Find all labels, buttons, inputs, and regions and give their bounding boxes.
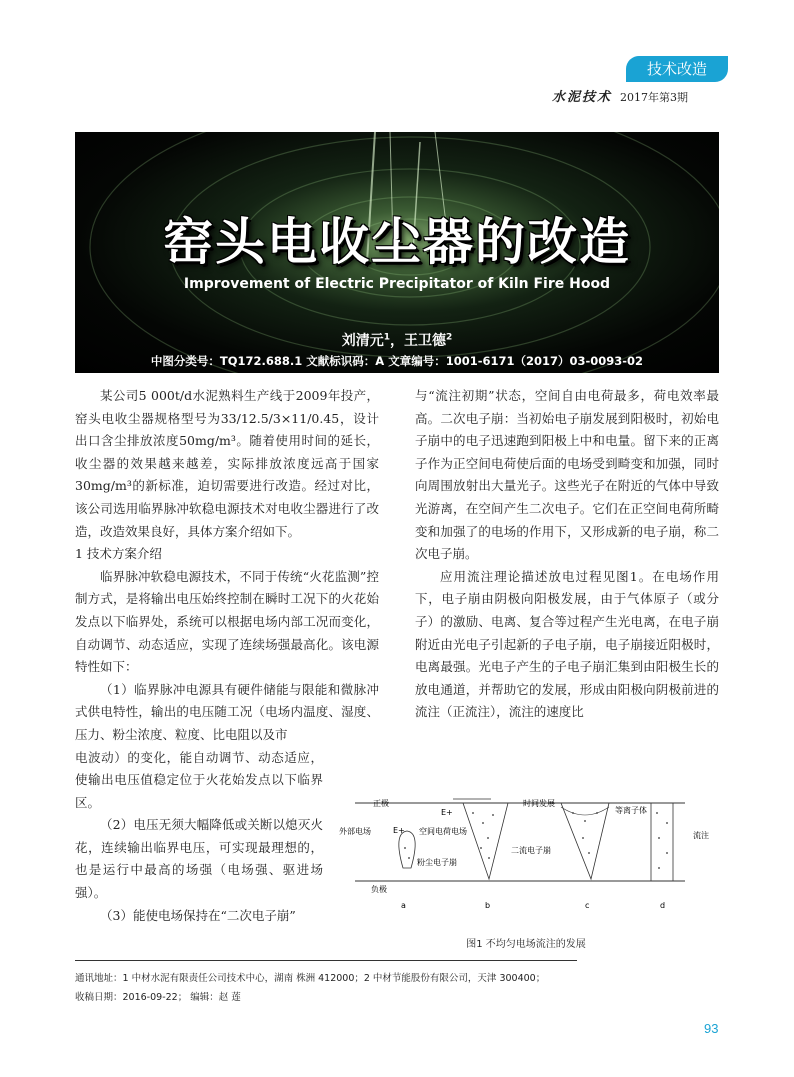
label-external-field: 外部电场 — [339, 827, 371, 836]
section-tag: 技术改造 — [626, 56, 728, 82]
label-streamer: 流注 — [693, 831, 709, 840]
author-name: 王卫德 — [404, 333, 446, 349]
paragraph: 与“流注初期”状态，空间自由电荷最多，荷电效率最高。二次电子崩：当初始电子崩发展到阳极时，初始电子崩中的电子迅速跑到阳极上中和电量。留下来的正离子作为正空间电荷使后面的电场受到畸变和加强，同时向周围放射出大量光子。这些光子在附近的气体中导致光游离，在空间产生二次电子。它们在正空间电荷所畸变和加强了的电场的作用下，又形成新的电子崩，称二次电子崩。 — [415, 388, 719, 562]
author-separator: ， — [390, 333, 404, 349]
figure-caption: 图1 不均匀电场流注的发展 — [466, 939, 586, 950]
author-affiliation-mark: 1 — [383, 332, 390, 343]
author-name: 刘清元 — [341, 333, 384, 349]
label-space-charge: 空间电荷电场 — [419, 827, 467, 836]
avalanche-c-shape — [561, 803, 609, 879]
label-eplus-b: E+ — [441, 808, 453, 817]
footnote-date: 收稿日期：2016-09-22； 编辑：赵 莲 — [75, 992, 241, 1003]
article-title: 窑头电收尘器的改造 — [163, 213, 631, 271]
paragraph: （2）电压无须大幅降低或关断以熄灭火花，连续输出临界电压，可实现最理想的，也是运行中最高的场强（电场强、驱进场强）。 — [75, 817, 323, 901]
label-c: c — [585, 901, 590, 910]
journal-name: 水泥技术 — [552, 90, 613, 105]
paragraph-continued: 电波动）的变化，能自动调节、动态适应，使输出电压值稳定位于火花始发点以下临界区。 — [75, 749, 323, 810]
footnote-address: 通讯地址：1 中材水泥有限责任公司技术中心，湖南 株洲 412000；2 中材节能股份有限公司，天津 300400； — [75, 973, 546, 984]
label-d: d — [660, 901, 666, 910]
streamer-column — [651, 803, 673, 881]
paragraph: （1）临界脉冲电源具有硬件储能与限能和微脉冲式供电特性，输出的电压随工况（电场内温度、湿度、压力、粉尘浓度、粒度、比电阻以及市 — [75, 681, 379, 742]
label-eplus-a: E+ — [393, 826, 405, 835]
page-number: 93 — [704, 1021, 719, 1036]
paragraph: 临界脉冲软稳电源技术，不同于传统“火花监测”控制方式，是将输出电压始终控制在瞬时工况下的火花始发点以下临界处，系统可以根据电场内部工况而变化，自动调节、动态适应，实现了连续场强最高化。该电源特性如下： — [75, 568, 379, 675]
title-banner — [75, 132, 719, 373]
label-dust-avalanche: 粉尘电子崩 — [417, 858, 457, 867]
authors — [75, 330, 719, 350]
avalanche-b-shape — [463, 803, 508, 879]
journal-issue: 2017年第3期 — [620, 91, 689, 104]
article-title-english: Improvement of Electric Precipitator of Kiln Fire Hood — [183, 276, 611, 292]
label-secondary: 二流电子崩 — [511, 846, 551, 855]
dust-avalanche-shape — [399, 831, 415, 868]
author-affiliation-mark: 2 — [446, 332, 453, 343]
label-b: b — [485, 901, 491, 910]
label-a: a — [401, 901, 406, 910]
right-column — [415, 385, 719, 724]
paragraph: 应用流注理论描述放电过程见图1。在电场作用下，电子崩由阴极向阳极发展，由于气体原子（或分子）的激励、电离、复合等过程产生光电离，在电子崩附近由光电子引起新的子电子崩，电子崩接近阳极时，电离最强。光电子产生的子电子崩汇集到由阳极生长的放电通道，并帮助它的发展，形成由阳极向阴极前进的流注（正流注），流注的速度比 — [415, 568, 719, 720]
journal-header — [552, 86, 688, 105]
label-anode: 正极 — [373, 799, 389, 808]
paragraph: （3）能使电场保持在“二次电子崩” — [100, 907, 296, 923]
section-heading: 1 技术方案介绍 — [75, 546, 162, 562]
label-cathode: 负极 — [371, 885, 387, 894]
figure-1-diagram — [333, 793, 719, 913]
classification-line: 中图分类号：TQ172.688.1 文献标识码：A 文章编号：1001-6171（2017）03-0093-02 — [150, 354, 644, 368]
footnote-rule — [75, 960, 577, 961]
label-time: 时间发展 — [523, 799, 555, 808]
label-plasma: 等离子体 — [615, 806, 647, 815]
paragraph: 某公司5 000t/d水泥熟料生产线于2009年投产，窑头电收尘器规格型号为33/12.5/3×11/0.45，设计出口含尘排放浓度50mg/m³。随着使用时间的延长，收尘器的效果越来越差，实际排放浓度远高于国家30mg/m³的新标准，迫切需要进行改造。经过对比，该公司选用临界脉冲软稳电源技术对电收尘器进行了改造，改造效果良好，具体方案介绍如下。 — [75, 388, 379, 539]
